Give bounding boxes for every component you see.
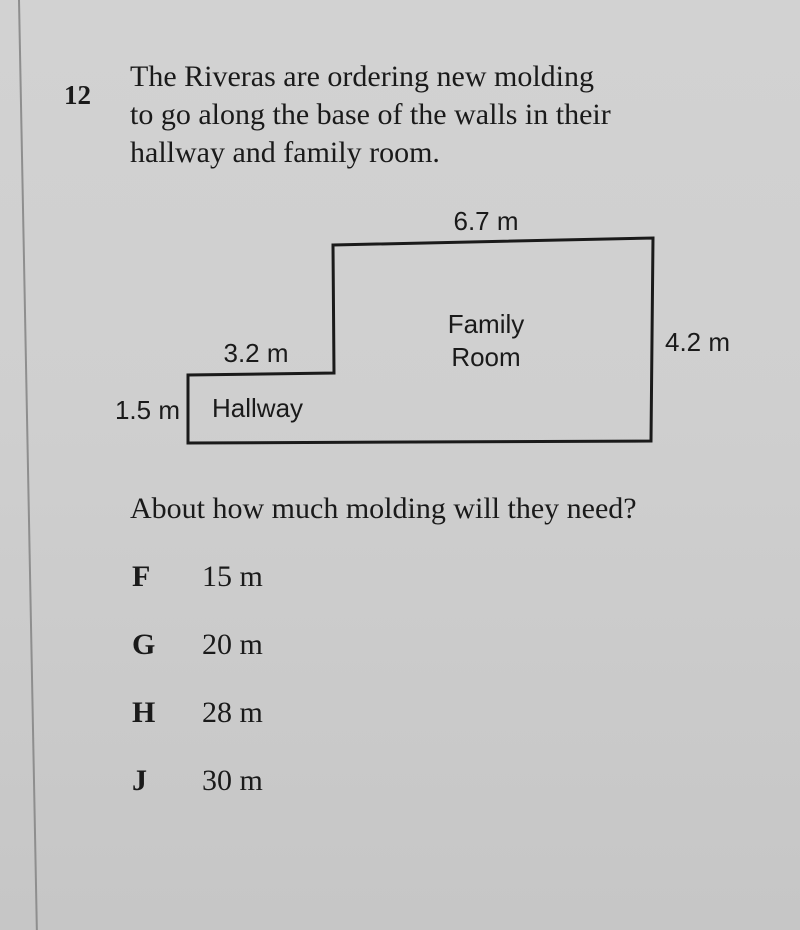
choice-value: 30 m: [202, 764, 263, 797]
choice-h[interactable]: [128, 696, 428, 736]
choice-j[interactable]: [128, 764, 428, 804]
question-prompt: About how much molding will they need?: [130, 492, 637, 525]
hallway-top-dimension-label: 3.2 m: [223, 338, 289, 368]
question-number: 12: [64, 80, 91, 110]
choice-f[interactable]: [128, 560, 428, 600]
hallway-left-dimension-label: 1.5 m: [114, 395, 180, 425]
hallway-label: Hallway: [212, 393, 304, 423]
question-line-1: The Riveras are ordering new molding: [130, 60, 595, 93]
floor-plan-figure: [90, 200, 770, 460]
choice-g[interactable]: [128, 628, 428, 668]
floor-plan-diagram: [90, 200, 770, 460]
choice-letter: G: [132, 628, 156, 661]
choice-value: 15 m: [202, 560, 263, 593]
choice-letter: J: [132, 764, 147, 797]
family-room-label-line-1: Family: [447, 309, 525, 339]
question-line-2: to go along the base of the walls in their: [130, 98, 611, 131]
choice-letter: F: [132, 560, 151, 593]
family-room-label-line-2: Room: [451, 342, 521, 372]
choice-value: 28 m: [202, 696, 263, 729]
question-text: [130, 58, 780, 172]
right-dimension-label: 4.2 m: [665, 327, 731, 357]
choice-letter: H: [132, 696, 156, 729]
top-dimension-label: 6.7 m: [453, 206, 519, 236]
choice-value: 20 m: [202, 628, 263, 661]
question-line-3: hallway and family room.: [130, 136, 440, 169]
page-margin-line: [18, 0, 38, 930]
